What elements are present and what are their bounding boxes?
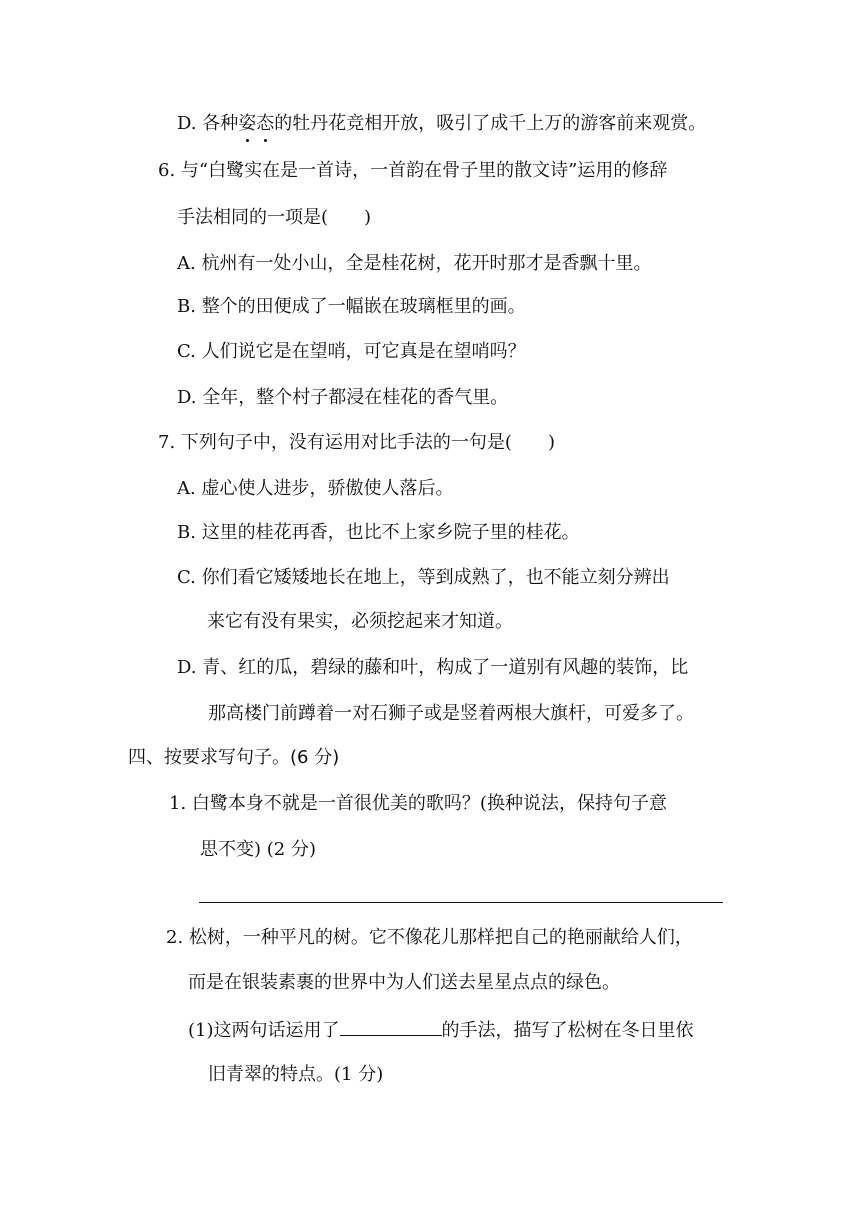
- s4-q1-line2: 思不变) (2 分): [200, 839, 316, 860]
- option-text-pre: 各种: [202, 113, 239, 134]
- q7-option-d-line2: 那高楼门前蹲着一对石狮子或是竖着两根大旗杆，可爱多了。: [208, 703, 694, 724]
- option-text: 青、红的瓜，碧绿的藤和叶，构成了一道别有风趣的装饰，比: [202, 657, 689, 678]
- option-label: D.: [177, 657, 197, 678]
- answer-line[interactable]: [199, 902, 723, 903]
- q7-option-c-line2: 来它有没有果实，必须挖起来才知道。: [207, 611, 513, 632]
- sub-question-text: (1)这两句话运用了: [188, 1020, 340, 1041]
- option-text: 虚心使人进步，骄傲使人落后。: [201, 478, 454, 499]
- q7-option-d-line1: [177, 656, 688, 680]
- q6-option-d: [177, 386, 508, 410]
- option-label: D.: [177, 387, 197, 408]
- question-number: 1.: [169, 793, 187, 814]
- question-number: 2.: [166, 927, 184, 948]
- option-text: 这里的桂花再香，也比不上家乡院子里的桂花。: [201, 522, 580, 543]
- q7-option-c-line1: [177, 566, 670, 590]
- option-text-post: 的牡丹花竞相开放，吸引了成千上万的游客前来观赏。: [274, 113, 707, 134]
- emphasis-dotted-text: 姿态: [238, 112, 274, 136]
- option-text: 整个的田便成了一幅嵌在玻璃框里的画。: [201, 296, 526, 317]
- question-stem: 下列句子中，没有运用对比手法的一句是( ): [180, 432, 555, 453]
- option-label: C.: [177, 567, 196, 588]
- option-label: D.: [177, 113, 197, 134]
- q7-option-b: [177, 521, 580, 545]
- q7-stem: [158, 431, 555, 455]
- s4-q2-sub1-line1: [188, 1017, 694, 1043]
- option-text: 人们说它是在望哨，可它真是在望哨吗？: [201, 341, 526, 362]
- sub-question-text: 的手法，描写了松树在冬日里依: [441, 1020, 694, 1041]
- question-number: 6.: [158, 160, 176, 181]
- q7-option-a: [177, 477, 453, 501]
- option-text: 你们看它矮矮地长在地上，等到成熟了，也不能立刻分辨出: [201, 567, 670, 588]
- fill-in-blank[interactable]: [340, 1017, 442, 1036]
- question-stem: 松树，一种平凡的树。它不像花儿那样把自己的艳丽献给人们，: [188, 927, 693, 948]
- option-label: A.: [177, 478, 196, 499]
- emphasis-dot: [264, 139, 267, 142]
- s4-q2-sub1-line2: 旧青翠的特点。(1 分): [208, 1064, 384, 1085]
- q5-option-d: [177, 112, 706, 136]
- option-text: 全年，整个村子都浸在桂花的香气里。: [202, 387, 509, 408]
- q6-stem-line2: 手法相同的一项是( ): [177, 207, 372, 228]
- q6-option-b: [177, 295, 526, 319]
- s4-q2-line1: [166, 926, 693, 950]
- emphasis-dot: [246, 139, 249, 142]
- s4-q2-line2: 而是在银装素裹的世界中为人们送去星星点点的绿色。: [188, 972, 620, 993]
- option-label: A.: [177, 253, 196, 274]
- option-label: C.: [177, 341, 196, 362]
- q6-stem-line1: [158, 159, 667, 183]
- option-text: 杭州有一处小山，全是桂花树，花开时那才是香飘十里。: [201, 253, 652, 274]
- option-label: B.: [177, 296, 196, 317]
- q6-option-c: [177, 340, 526, 364]
- question-stem: 白鹭本身不就是一首很优美的歌吗？(换种说法，保持句子意: [191, 793, 667, 814]
- q6-option-a: [177, 252, 651, 276]
- section-heading: 四、按要求写句子。(6 分): [128, 747, 340, 768]
- option-label: B.: [177, 522, 196, 543]
- s4-q1-line1: [169, 792, 667, 816]
- question-number: 7.: [158, 432, 176, 453]
- question-stem: 与“白鹭实在是一首诗，一首韵在骨子里的散文诗”运用的修辞: [180, 160, 668, 181]
